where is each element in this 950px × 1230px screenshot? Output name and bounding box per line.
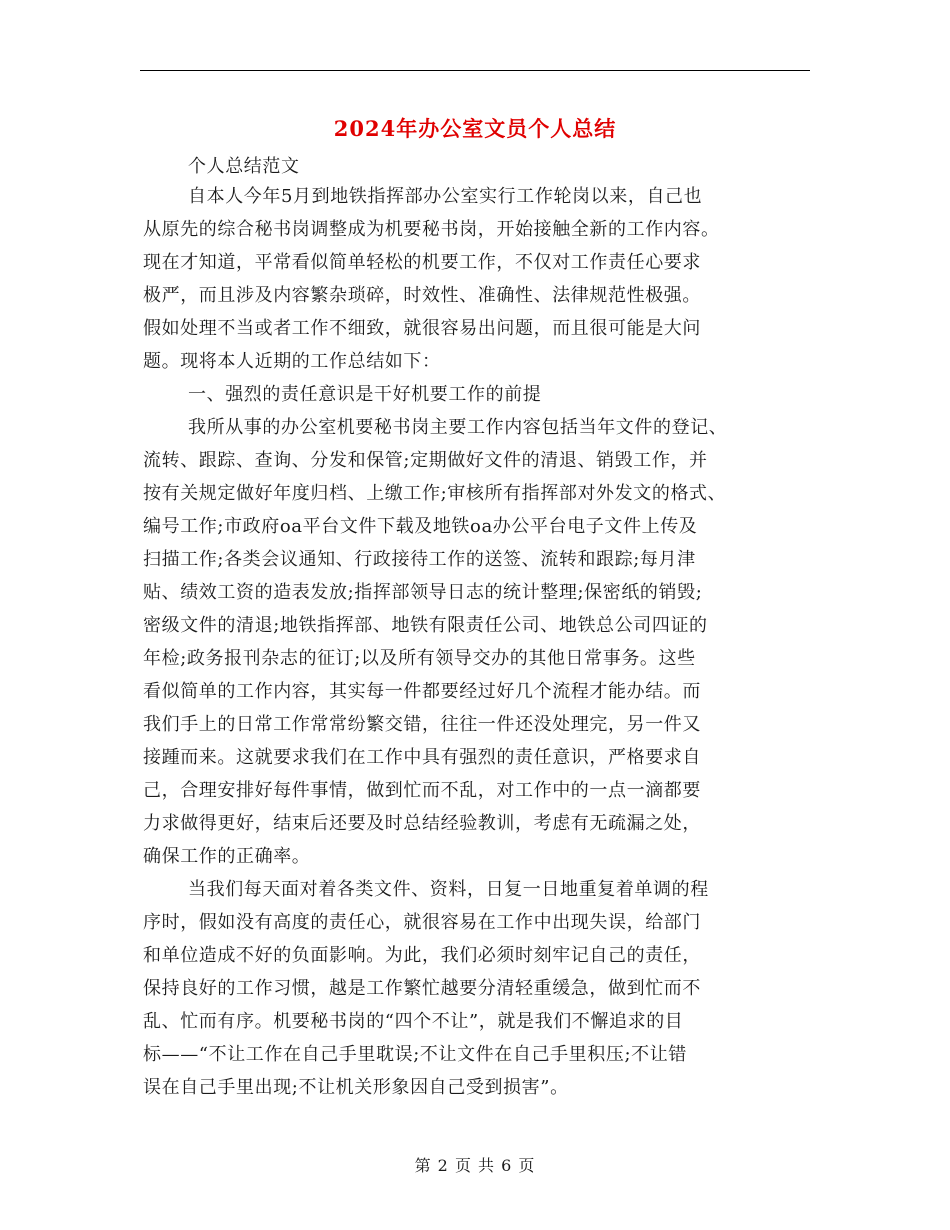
document-title: 2024年办公室文员个人总结 [333,116,617,141]
body-line: 自本人今年5月到地铁指挥部办公室实行工作轮岗以来，自己也 [188,186,703,207]
page-number: 第 2 页 共 6 页 [414,1156,536,1175]
body-line: 贴、绩效工资的造表发放;指挥部领导日志的统计整理;保密纸的销毁; [143,582,703,603]
header-rule [140,70,810,71]
body-line: 看似简单的工作内容，其实每一件都要经过好几个流程才能办结。而 [143,681,701,702]
body-line: 当我们每天面对着各类文件、资料，日复一日地重复着单调的程 [188,879,709,900]
body-line: 序时，假如没有高度的责任心，就很容易在工作中出现失误，给部门 [143,912,701,933]
body-line: 和单位造成不好的负面影响。为此，我们必须时刻牢记自己的责任， [143,945,701,966]
body-line: 密级文件的清退;地铁指挥部、地铁有限责任公司、地铁总公司四证的 [143,615,708,636]
body-line: 个人总结范文 [188,156,300,177]
body-line: 编号工作;市政府oa平台文件下载及地铁oa办公平台电子文件上传及 [143,516,698,537]
body-line: 保持良好的工作习惯，越是工作繁忙越要分清轻重缓急，做到忙而不 [143,978,701,999]
body-line: 接踵而来。这就要求我们在工作中具有强烈的责任意识，严格要求自 [143,747,701,768]
body-line: 按有关规定做好年度归档、上缴工作;审核所有指挥部对外发文的格式、 [143,483,727,504]
body-line: 我们手上的日常工作常常纷繁交错，往往一件还没处理完，另一件又 [143,714,701,735]
body-line: 乱、忙而有序。机要秘书岗的“四个不让”，就是我们不懈追求的目 [143,1011,684,1032]
body-line: 假如处理不当或者工作不细致，就很容易出问题，而且很可能是大问 [143,318,701,339]
section-heading: 一、强烈的责任意识是干好机要工作的前提 [188,384,542,405]
body-line: 我所从事的办公室机要秘书岗主要工作内容包括当年文件的登记、 [188,417,728,438]
body-line: 极严，而且涉及内容繁杂琐碎，时效性、准确性、法律规范性极强。 [143,285,701,306]
body-line: 标——“不让工作在自己手里耽误;不让文件在自己手里积压;不让错 [143,1044,687,1065]
body-line: 流转、跟踪、查询、分发和保管;定期做好文件的清退、销毁工作，并 [143,450,708,471]
body-line: 己，合理安排好每件事情，做到忙而不乱，对工作中的一点一滴都要 [143,780,701,801]
body-line: 误在自己手里出现;不让机关形象因自己受到损害”。 [143,1077,569,1098]
body-line: 力求做得更好，结束后还要及时总结经验教训，考虑有无疏漏之处， [143,813,701,834]
body-line: 题。现将本人近期的工作总结如下： [143,351,441,372]
body-line: 确保工作的正确率。 [143,846,311,867]
body-line: 扫描工作;各类会议通知、行政接待工作的送签、流转和跟踪;每月津 [143,549,696,570]
body-line: 年检;政务报刊杂志的征订;以及所有领导交办的其他日常事务。这些 [143,648,696,669]
body-line: 从原先的综合秘书岗调整成为机要秘书岗，开始接触全新的工作内容。 [143,219,720,240]
body-line: 现在才知道，平常看似简单轻松的机要工作，不仅对工作责任心要求 [143,252,701,273]
